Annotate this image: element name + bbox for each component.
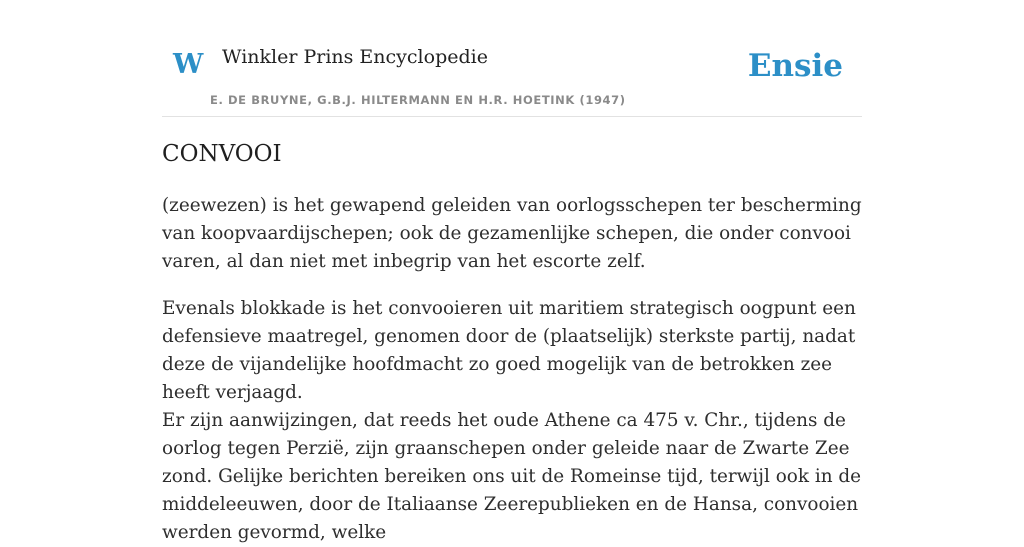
article-paragraph-1: (zeewezen) is het gewapend geleiden van oorlogsschepen ter bescherming van koopvaardijschepen; ook de gezamenlijke schepen, die onder convooi varen, al dan niet met inbegrip van het escorte zelf. xyxy=(162,195,862,272)
article-paragraph-2: Evenals blokkade is het convooieren uit maritiem strategisch oogpunt een defensieve maatregel, genomen door de (plaatselijk) sterkste partij, nadat deze de vijandelijke hoofdmacht zo goed mogelijk van de betrokken zee heeft verjaagd. xyxy=(162,298,856,403)
publication-title[interactable]: Winkler Prins Encyclopedie xyxy=(222,46,488,68)
publication-authors: E. DE BRUYNE, G.B.J. HILTERMANN EN H.R. HOETINK (1947) xyxy=(210,93,626,107)
article-page xyxy=(162,0,862,543)
article-paragraph-3: Er zijn aanwijzingen, dat reeds het oude Athene ca 475 v. Chr., tijdens de oorlog tegen Perzië, zijn graanschepen onder geleide naar de Zwarte Zee zond. Gelijke berichten bereiken ons uit de Romeinse tijd, terwijl ook in de middeleeuwen, door de Italiaanse Zeerepublieken en de Hansa, convooien werden gevormd, welke xyxy=(162,410,862,543)
ensie-brand-logo[interactable]: Ensie xyxy=(747,48,843,84)
article-title: CONVOOI xyxy=(162,141,282,167)
header xyxy=(162,0,862,117)
publication-logo[interactable]: W xyxy=(173,49,204,80)
